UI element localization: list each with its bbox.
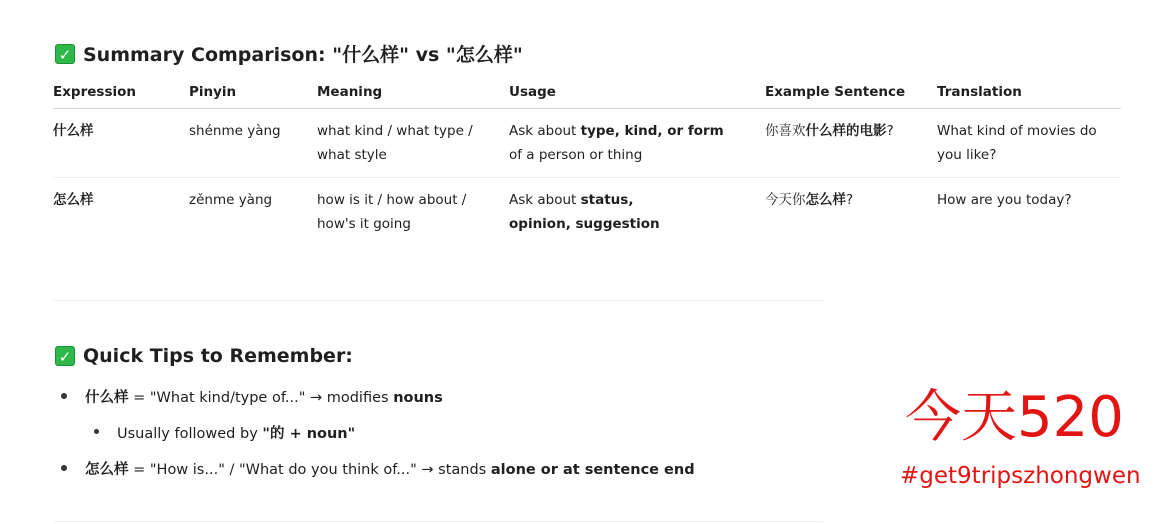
expression-cell: 什么样 [53, 123, 94, 139]
expression-cell: 怎么样 [53, 192, 94, 208]
pinyin-cell: shénme yàng [189, 123, 281, 139]
header-meaning: Meaning [317, 84, 383, 100]
usage-cell: Ask about status, opinion, suggestion [509, 192, 660, 232]
bottom-divider [53, 521, 823, 522]
pinyin-cell: zěnme yàng [189, 192, 273, 208]
bullet-icon [61, 465, 67, 471]
header-usage: Usage [509, 84, 556, 100]
header-expression: Expression [53, 84, 136, 100]
list-item: 什么样 = "What kind/type of..." → modifies nouns [85, 390, 443, 406]
watermark-hashtag: #get9tripszhongwen [900, 463, 1141, 489]
list-item: 怎么样 = "How is..." / "What do you think of..." → stands alone or at sentence end [85, 462, 695, 478]
section-divider [53, 300, 823, 301]
header-pinyin: Pinyin [189, 84, 237, 100]
check-mark-icon: ✓ [55, 44, 75, 64]
usage-cell: Ask about type, kind, or form of a person or thing [509, 123, 724, 163]
header-translation: Translation [937, 84, 1022, 100]
check-mark-icon: ✓ [55, 346, 75, 366]
summary-title: Summary Comparison: "什么样" vs "怎么样" [83, 44, 523, 66]
header-example: Example Sentence [765, 84, 906, 100]
header-divider [53, 108, 1121, 109]
meaning-cell: how is it / how about / how's it going [317, 192, 467, 232]
sub-bullet-icon [94, 429, 99, 434]
row-divider [53, 177, 1121, 178]
bullet-icon [61, 393, 67, 399]
tips-title: Quick Tips to Remember: [83, 345, 353, 367]
summary-heading [55, 40, 523, 67]
list-item: Usually followed by "的 + noun" [117, 426, 356, 442]
watermark-title: 今天520 [905, 385, 1124, 450]
example-cell: 今天你怎么样? [765, 192, 854, 208]
translation-cell: What kind of movies do you like? [937, 123, 1097, 163]
translation-cell: How are you today? [937, 192, 1072, 208]
tips-heading [55, 345, 353, 367]
meaning-cell: what kind / what type / what style [317, 123, 473, 163]
example-cell: 你喜欢什么样的电影? [765, 123, 894, 139]
